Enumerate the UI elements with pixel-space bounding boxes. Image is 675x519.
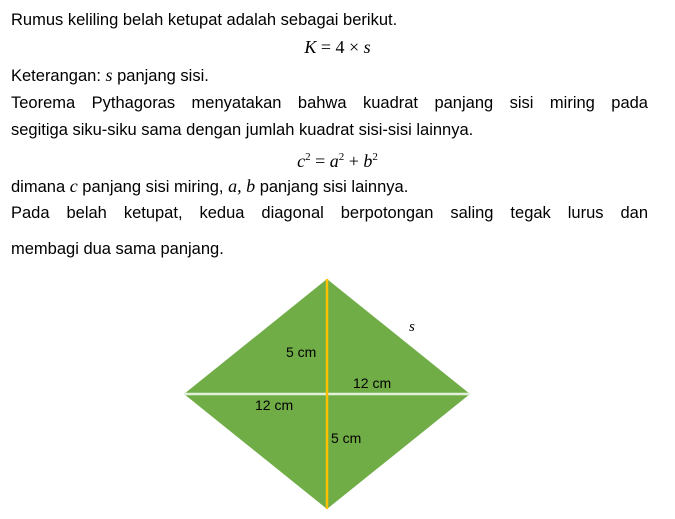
- label-left-half: 12 cm: [255, 397, 294, 413]
- formula-k-eq: = 4 ×: [316, 37, 364, 57]
- intro-text: Rumus keliling belah ketupat adalah sebagai berikut.: [11, 11, 398, 29]
- rhombus-text-2: membagi dua sama panjang.: [11, 240, 224, 258]
- formula-b: b: [363, 151, 373, 171]
- label-bottom-half: 5 cm: [331, 430, 362, 446]
- formula-a: a: [329, 151, 339, 171]
- formula-eq: =: [310, 151, 330, 171]
- definition-mid: panjang sisi miring,: [77, 178, 229, 196]
- legend-var: s: [105, 65, 113, 85]
- formula-k-lhs: K: [304, 37, 317, 57]
- formula-c-exp: 2: [305, 151, 311, 163]
- definition-var-c: c: [69, 176, 78, 196]
- pythagoras-text-1: Teorema Pythagoras menyatakan bahwa kuadrat panjang sisi miring pada: [11, 94, 648, 112]
- definition-suffix: panjang sisi lainnya.: [255, 178, 409, 196]
- definition-var-ab: a, b: [228, 176, 256, 196]
- formula-plus: +: [344, 151, 364, 171]
- legend-prefix: Keterangan:: [11, 67, 106, 85]
- formula-a-exp: 2: [338, 151, 345, 163]
- label-side: s: [409, 319, 415, 335]
- definition-prefix: dimana: [11, 178, 70, 196]
- label-top-half: 5 cm: [286, 344, 317, 360]
- formula-k-rhs: s: [363, 37, 371, 57]
- formula-b-exp: 2: [372, 151, 378, 163]
- label-right-half: 12 cm: [353, 375, 392, 391]
- pythagoras-text-2: segitiga siku-siku sama dengan jumlah kuadrat sisi-sisi lainnya.: [11, 121, 474, 139]
- rhombus-text-1: Pada belah ketupat, kedua diagonal berpotongan saling tegak lurus dan: [11, 204, 648, 222]
- formula-c: c: [297, 151, 306, 171]
- legend-suffix: panjang sisi.: [112, 67, 209, 85]
